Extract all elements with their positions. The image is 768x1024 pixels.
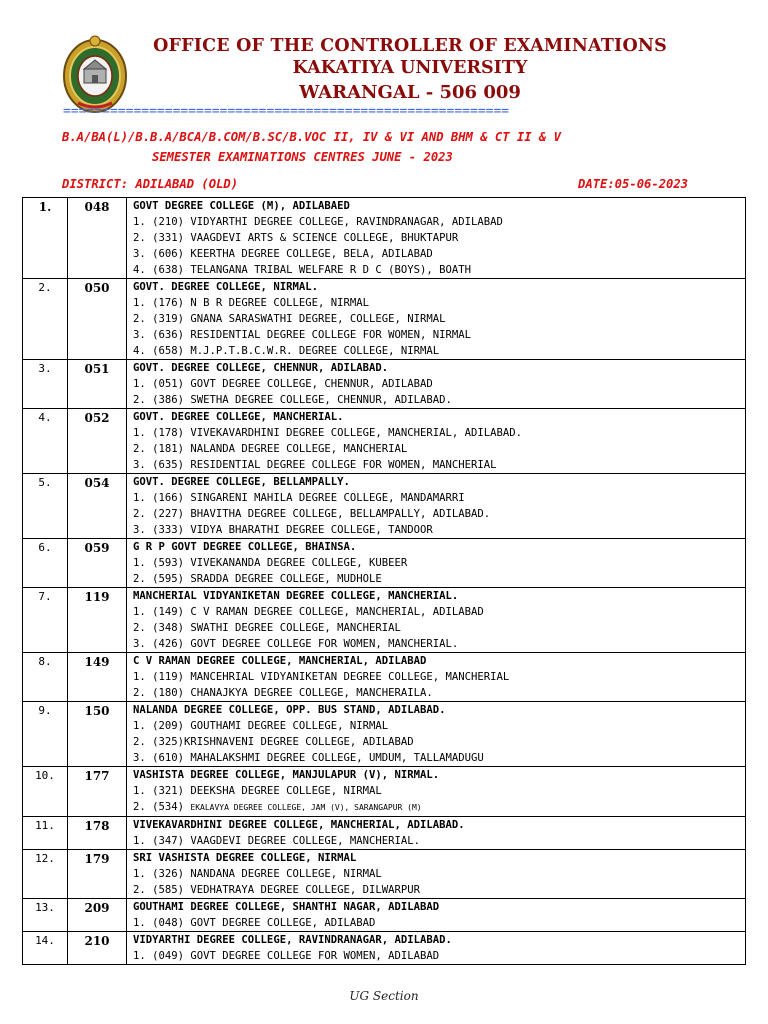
attached-college: 2. (585) VEDHATRAYA DEGREE COLLEGE, DILWARPUR: [133, 884, 421, 896]
centre-code: 209: [68, 899, 127, 932]
attached-college: 1. (119) MANCEHRIAL VIDYANIKETAN DEGREE COLLEGE, MANCHERIAL: [133, 671, 510, 683]
attached-college: 3. (610) MAHALAKSHMI DEGREE COLLEGE, UMDUM, TALLAMADUGU: [133, 752, 484, 764]
attached-college: 4. (638) TELANGANA TRIBAL WELFARE R D C (BOYS), BOATH: [133, 264, 472, 276]
serial-number: 2.: [23, 279, 68, 360]
centre-name: G R P GOVT DEGREE COLLEGE, BHAINSA.: [133, 541, 357, 553]
attached-college: 1. (149) C V RAMAN DEGREE COLLEGE, MANCHERIAL, ADILABAD: [133, 606, 484, 618]
centre-details: [127, 360, 746, 409]
centre-code: 149: [68, 653, 127, 702]
attached-college: 2. (595) SRADDA DEGREE COLLEGE, MUDHOLE: [133, 573, 382, 585]
centre-code: 048: [68, 198, 127, 279]
centre-name: VASHISTA DEGREE COLLEGE, MANJULAPUR (V), NIRMAL.: [133, 769, 440, 781]
centre-details: [127, 767, 746, 817]
centre-code: 052: [68, 409, 127, 474]
attached-college: 1. (166) SINGARENI MAHILA DEGREE COLLEGE, MANDAMARRI: [133, 492, 465, 504]
centre-details: [127, 899, 746, 932]
attached-college: 1. (210) VIDYARTHI DEGREE COLLEGE, RAVINDRANAGAR, ADILABAD: [133, 216, 503, 228]
centres-table: [22, 197, 746, 965]
centre-code: 150: [68, 702, 127, 767]
serial-number: 10.: [23, 767, 68, 817]
centre-code: 050: [68, 279, 127, 360]
attached-college: 2. (386) SWETHA DEGREE COLLEGE, CHENNUR, ADILABAD.: [133, 394, 452, 406]
centre-details: [127, 198, 746, 279]
centre-name: GOVT DEGREE COLLEGE (M), ADILABAED: [133, 200, 350, 212]
attached-college: 2. (227) BHAVITHA DEGREE COLLEGE, BELLAMPALLY, ADILABAD.: [133, 508, 491, 520]
attached-college: 1. (176) N B R DEGREE COLLEGE, NIRMAL: [133, 297, 369, 309]
district-label: DISTRICT: ADILABAD (OLD): [62, 177, 239, 191]
centre-details: [127, 409, 746, 474]
centre-code: 059: [68, 539, 127, 588]
centre-name: C V RAMAN DEGREE COLLEGE, MANCHERIAL, ADILABAD: [133, 655, 427, 667]
attached-college: 2. (325)KRISHNAVENI DEGREE COLLEGE, ADILABAD: [133, 736, 414, 748]
centre-code: 178: [68, 817, 127, 850]
table-row: [23, 850, 746, 899]
centre-details: [127, 653, 746, 702]
exam-subtitle-line2: SEMESTER EXAMINATIONS CENTRES JUNE - 2023: [152, 150, 453, 164]
attached-college: 2. (348) SWATHI DEGREE COLLEGE, MANCHERIAL: [133, 622, 401, 634]
attached-college: 1. (326) NANDANA DEGREE COLLEGE, NIRMAL: [133, 868, 382, 880]
attached-college: 3. (606) KEERTHA DEGREE COLLEGE, BELA, ADILABAD: [133, 248, 433, 260]
footer-section: UG Section: [349, 989, 419, 1003]
attached-college: 1. (178) VIVEKAVARDHINI DEGREE COLLEGE, MANCHERIAL, ADILABAD.: [133, 427, 523, 439]
college-name-small: EKALAVYA DEGREE COLLEGE, JAM (V), SARANGAPUR (M): [190, 803, 422, 812]
serial-number: 5.: [23, 474, 68, 539]
serial-number: 1.: [23, 198, 68, 279]
serial-number: 8.: [23, 653, 68, 702]
centre-code: 179: [68, 850, 127, 899]
serial-number: 7.: [23, 588, 68, 653]
table-row: [23, 899, 746, 932]
attached-college: 1. (049) GOVT DEGREE COLLEGE FOR WOMEN, ADILABAD: [133, 950, 440, 962]
centre-name: VIVEKAVARDHINI DEGREE COLLEGE, MANCHERIAL, ADILABAD.: [133, 819, 465, 831]
attached-college: 4. (658) M.J.P.T.B.C.W.R. DEGREE COLLEGE, NIRMAL: [133, 345, 440, 357]
centre-details: [127, 279, 746, 360]
attached-college: 1. (347) VAAGDEVI DEGREE COLLEGE, MANCHERIAL.: [133, 835, 421, 847]
centre-details: [127, 817, 746, 850]
serial-number: 12.: [23, 850, 68, 899]
table-row: [23, 279, 746, 360]
table-row: [23, 539, 746, 588]
centre-details: [127, 588, 746, 653]
centre-details: [127, 850, 746, 899]
separator-line: =========================================================: [63, 105, 510, 119]
table-row: [23, 198, 746, 279]
attached-college: 1. (051) GOVT DEGREE COLLEGE, CHENNUR, ADILABAD: [133, 378, 433, 390]
serial-number: 14.: [23, 932, 68, 965]
serial-number: 4.: [23, 409, 68, 474]
centre-details: [127, 702, 746, 767]
centre-name: GOUTHAMI DEGREE COLLEGE, SHANTHI NAGAR, ADILABAD: [133, 901, 440, 913]
attached-college: 1. (209) GOUTHAMI DEGREE COLLEGE, NIRMAL: [133, 720, 389, 732]
centre-name: GOVT. DEGREE COLLEGE, CHENNUR, ADILABAD.: [133, 362, 389, 374]
attached-college: 2. (331) VAAGDEVI ARTS & SCIENCE COLLEGE, BHUKTAPUR: [133, 232, 459, 244]
attached-college: 3. (333) VIDYA BHARATHI DEGREE COLLEGE, TANDOOR: [133, 524, 433, 536]
office-title: OFFICE OF THE CONTROLLER OF EXAMINATIONS: [153, 36, 667, 56]
centre-name: MANCHERIAL VIDYANIKETAN DEGREE COLLEGE, MANCHERIAL.: [133, 590, 459, 602]
serial-number: 13.: [23, 899, 68, 932]
college-prefix: 2. (534): [133, 801, 191, 813]
centre-name: VIDYARTHI DEGREE COLLEGE, RAVINDRANAGAR, ADILABAD.: [133, 934, 452, 946]
centre-code: 051: [68, 360, 127, 409]
serial-number: 6.: [23, 539, 68, 588]
centre-code: 054: [68, 474, 127, 539]
table-row: [23, 932, 746, 965]
centre-name: NALANDA DEGREE COLLEGE, OPP. BUS STAND, ADILABAD.: [133, 704, 446, 716]
centre-name: SRI VASHISTA DEGREE COLLEGE, NIRMAL: [133, 852, 357, 864]
attached-college: 3. (426) GOVT DEGREE COLLEGE FOR WOMEN, MANCHERIAL.: [133, 638, 459, 650]
table-row: [23, 767, 746, 817]
centre-code: 210: [68, 932, 127, 965]
attached-college: 1. (321) DEEKSHA DEGREE COLLEGE, NIRMAL: [133, 785, 382, 797]
table-row: [23, 702, 746, 767]
university-address: WARANGAL - 506 009: [299, 82, 521, 103]
table-row: [23, 817, 746, 850]
centre-name: GOVT. DEGREE COLLEGE, NIRMAL.: [133, 281, 318, 293]
attached-college: 1. (593) VIVEKANANDA DEGREE COLLEGE, KUBEER: [133, 557, 408, 569]
attached-college: 2. (180) CHANAJKYA DEGREE COLLEGE, MANCHERAILA.: [133, 687, 433, 699]
centre-name: GOVT. DEGREE COLLEGE, MANCHERIAL.: [133, 411, 344, 423]
serial-number: 9.: [23, 702, 68, 767]
centre-details: [127, 932, 746, 965]
serial-number: 11.: [23, 817, 68, 850]
centre-code: 119: [68, 588, 127, 653]
centre-code: 177: [68, 767, 127, 817]
exam-subtitle-line1: B.A/BA(L)/B.B.A/BCA/B.COM/B.SC/B.VOC II, IV & VI AND BHM & CT II & V: [62, 130, 561, 144]
table-row: [23, 474, 746, 539]
attached-college: 1. (048) GOVT DEGREE COLLEGE, ADILABAD: [133, 917, 376, 929]
table-row: [23, 360, 746, 409]
centre-details: [127, 474, 746, 539]
serial-number: 3.: [23, 360, 68, 409]
attached-college: 3. (636) RESIDENTIAL DEGREE COLLEGE FOR WOMEN, NIRMAL: [133, 329, 472, 341]
date-label: DATE:05-06-2023: [578, 177, 689, 191]
table-row: [23, 409, 746, 474]
university-seal-icon: [62, 33, 128, 115]
attached-college: [133, 799, 745, 816]
centre-name: GOVT. DEGREE COLLEGE, BELLAMPALLY.: [133, 476, 350, 488]
attached-college: 2. (319) GNANA SARASWATHI DEGREE, COLLEGE, NIRMAL: [133, 313, 446, 325]
centre-details: [127, 539, 746, 588]
attached-college: 3. (635) RESIDENTIAL DEGREE COLLEGE FOR WOMEN, MANCHERIAL: [133, 459, 497, 471]
table-row: [23, 653, 746, 702]
table-row: [23, 588, 746, 653]
attached-college: 2. (181) NALANDA DEGREE COLLEGE, MANCHERIAL: [133, 443, 408, 455]
university-name: KAKATIYA UNIVERSITY: [292, 58, 528, 78]
